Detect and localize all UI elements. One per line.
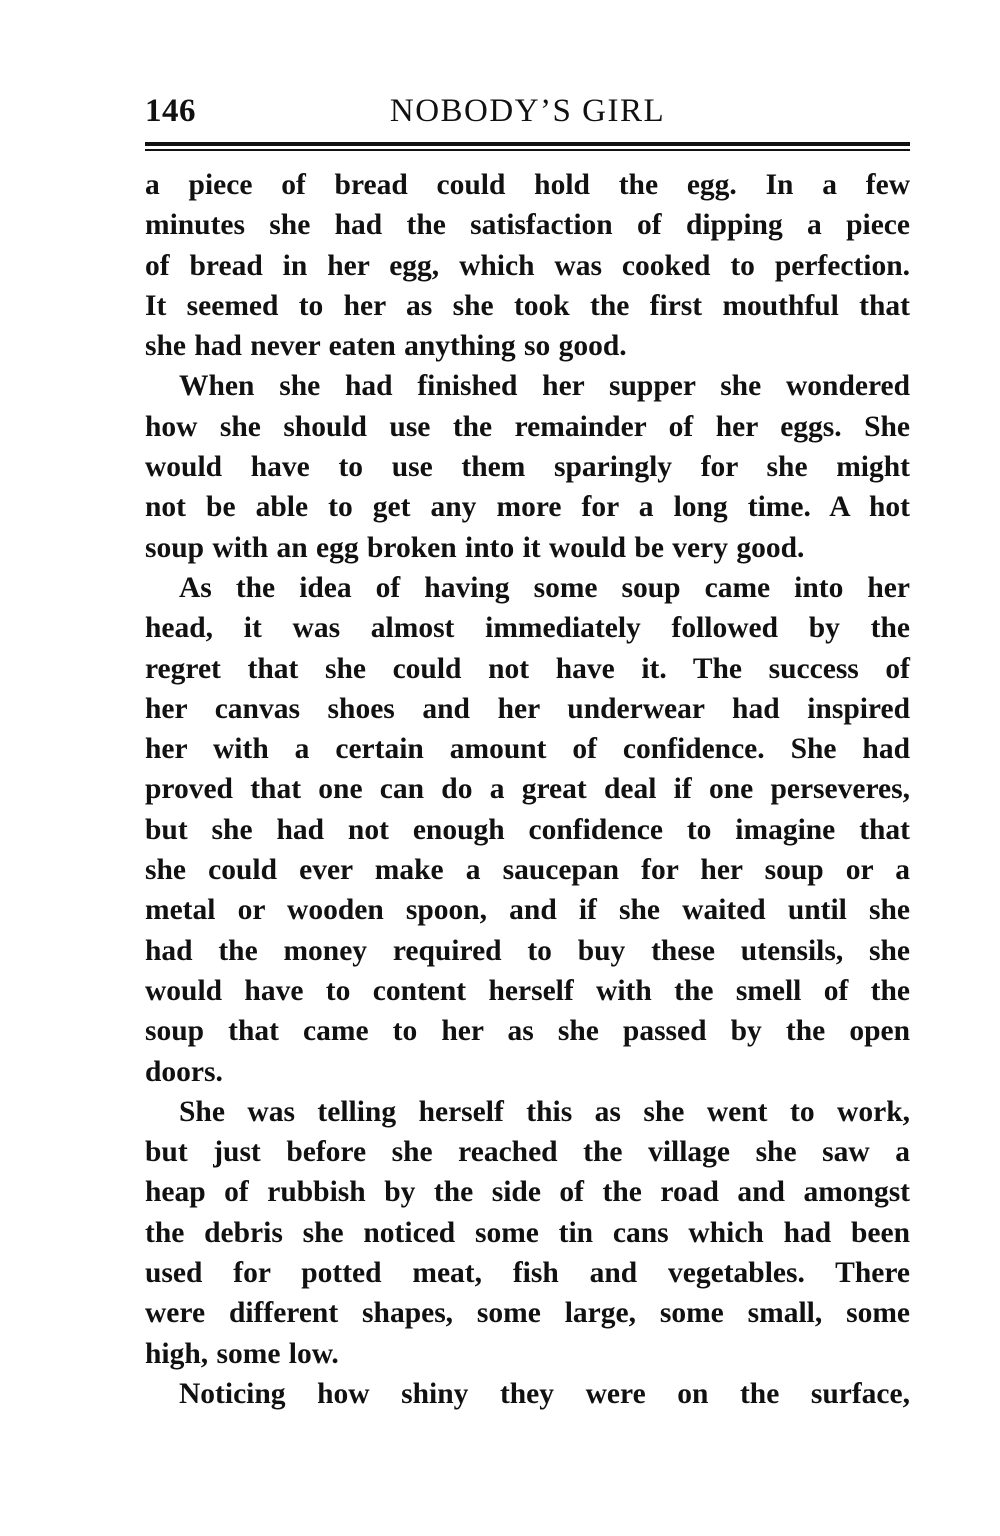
text-line: her with a certain amount of confidence. She had bbox=[145, 733, 910, 766]
text-line: her canvas shoes and her underwear had inspired bbox=[145, 692, 910, 725]
page-number: 146 bbox=[145, 93, 196, 129]
text-line: She was telling herself this as she went to work, bbox=[179, 1095, 910, 1128]
text-line: high, some low. bbox=[145, 1337, 339, 1370]
text-line: metal or wooden spoon, and if she waited until she bbox=[145, 894, 910, 927]
text-line: but she had not enough confidence to imagine that bbox=[145, 813, 910, 846]
paragraph bbox=[145, 1092, 910, 1374]
running-head bbox=[145, 88, 910, 134]
header-rule bbox=[145, 142, 910, 151]
running-title: NOBODY’S GIRL bbox=[389, 93, 666, 129]
text-line: would have to content herself with the smell of the bbox=[145, 974, 910, 1007]
text-line: but just before she reached the village she saw a bbox=[145, 1136, 910, 1169]
paragraph bbox=[145, 1374, 910, 1414]
text-line: she could ever make a saucepan for her soup or a bbox=[145, 854, 910, 887]
paragraph bbox=[145, 366, 910, 567]
book-page bbox=[145, 88, 910, 1414]
text-line: As the idea of having some soup came into her bbox=[179, 571, 910, 604]
text-line: soup with an egg broken into it would be very good. bbox=[145, 531, 805, 564]
paragraph bbox=[145, 165, 910, 366]
text-line: regret that she could not have it. The success of bbox=[145, 652, 910, 685]
text-line: head, it was almost immediately followed by the bbox=[145, 612, 910, 645]
text-line: soup that came to her as she passed by the open bbox=[145, 1015, 910, 1048]
text-line: It seemed to her as she took the first mouthful that bbox=[145, 289, 910, 322]
text-line: the debris she noticed some tin cans which had been bbox=[145, 1216, 910, 1249]
text-line: were different shapes, some large, some small, some bbox=[145, 1297, 910, 1330]
text-line: proved that one can do a great deal if one perseveres, bbox=[145, 773, 910, 806]
text-line: heap of rubbish by the side of the road and amongst bbox=[145, 1176, 910, 1209]
text-line: how she should use the remainder of her eggs. She bbox=[145, 410, 910, 443]
text-line: not be able to get any more for a long time. A hot bbox=[145, 491, 910, 524]
paragraph bbox=[145, 568, 910, 1092]
text-line: had the money required to buy these utensils, she bbox=[145, 934, 910, 967]
text-line: minutes she had the satisfaction of dipping a piece bbox=[145, 209, 910, 242]
text-line: doors. bbox=[145, 1055, 223, 1088]
text-line: she had never eaten anything so good. bbox=[145, 330, 627, 363]
text-line: of bread in her egg, which was cooked to perfection. bbox=[145, 249, 910, 282]
text-line: a piece of bread could hold the egg. In a few bbox=[145, 169, 910, 201]
text-line: used for potted meat, fish and vegetables. There bbox=[145, 1257, 910, 1290]
body-text bbox=[145, 165, 910, 1414]
text-line: Noticing how shiny they were on the surface, bbox=[179, 1377, 910, 1410]
text-line: would have to use them sparingly for she might bbox=[145, 451, 910, 484]
text-line: When she had finished her supper she wondered bbox=[179, 370, 910, 403]
